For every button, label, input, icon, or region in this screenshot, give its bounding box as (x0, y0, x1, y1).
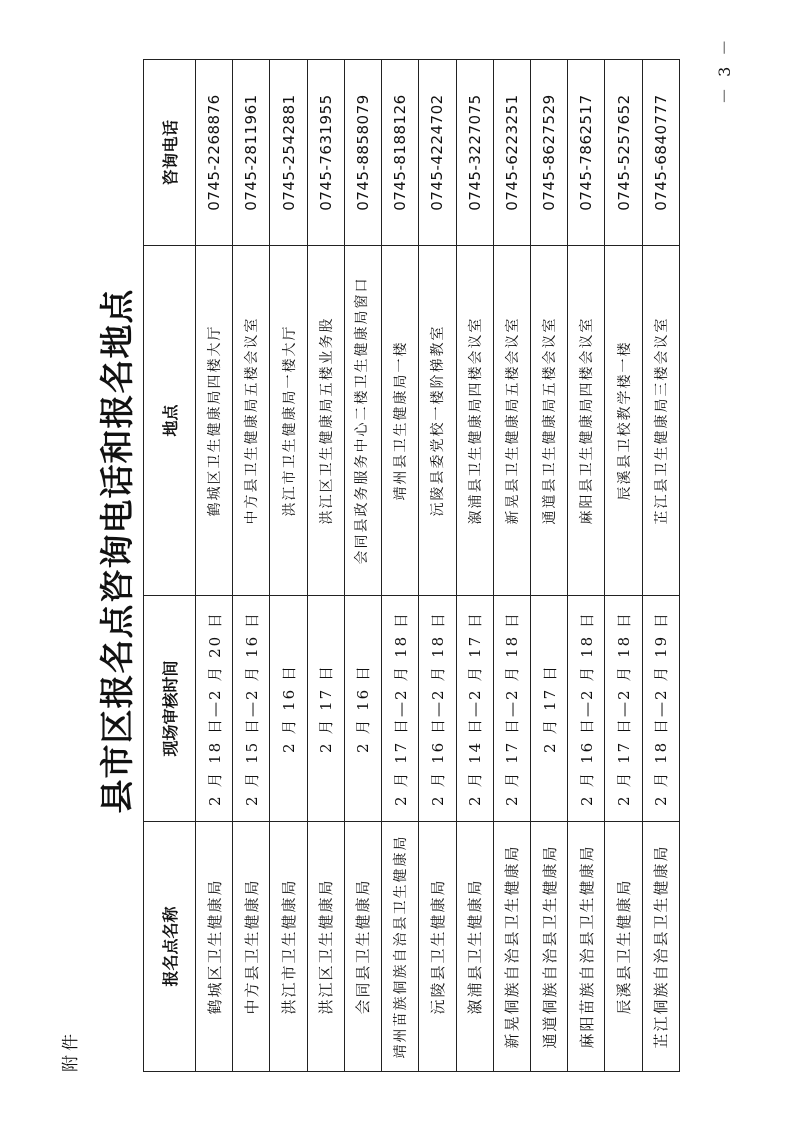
table-row (419, 60, 456, 1072)
table-row (382, 60, 419, 1072)
table-row (233, 60, 270, 1072)
cell-time: 2 月 18 日—2 月 19 日 (642, 596, 679, 822)
table-row (642, 60, 679, 1072)
cell-place: 辰溪县卫校教学楼一楼 (605, 246, 642, 596)
table-row (307, 60, 344, 1072)
cell-time: 2 月 16 日—2 月 18 日 (568, 596, 605, 822)
header-phone: 咨询电话 (144, 60, 196, 246)
table-row (493, 60, 530, 1072)
cell-place: 鹤城区卫生健康局四楼大厅 (196, 246, 233, 596)
cell-name: 洪江市卫生健康局 (270, 822, 307, 1072)
cell-place: 洪江市卫生健康局一楼大厅 (270, 246, 307, 596)
cell-phone: 0745-2268876 (196, 60, 233, 246)
cell-place: 洪江区卫生健康局五楼业务股 (307, 246, 344, 596)
document-title: 县市区报名点咨询电话和报名地点 (98, 288, 138, 814)
table-body (196, 60, 680, 1072)
cell-name: 洪江区卫生健康局 (307, 822, 344, 1072)
header-name: 报名点名称 (144, 822, 196, 1072)
cell-name: 靖州苗族侗族自治县卫生健康局 (382, 822, 419, 1072)
page-number: － 3 － (715, 36, 734, 104)
cell-phone: 0745-2811961 (233, 60, 270, 246)
cell-time: 2 月 16 日—2 月 18 日 (419, 596, 456, 822)
cell-name: 会同县卫生健康局 (344, 822, 381, 1072)
cell-phone: 0745-6223251 (493, 60, 530, 246)
cell-name: 新晃侗族自治县卫生健康局 (493, 822, 530, 1072)
cell-phone: 0745-8627529 (530, 60, 567, 246)
cell-phone: 0745-5257652 (605, 60, 642, 246)
cell-name: 中方县卫生健康局 (233, 822, 270, 1072)
header-time: 现场审核时间 (144, 596, 196, 822)
table-row (344, 60, 381, 1072)
cell-place: 靖州县卫生健康局一楼 (382, 246, 419, 596)
cell-time: 2 月 18 日—2 月 20 日 (196, 596, 233, 822)
table-row (270, 60, 307, 1072)
cell-name: 麻阳苗族自治县卫生健康局 (568, 822, 605, 1072)
cell-name: 芷江侗族自治县卫生健康局 (642, 822, 679, 1072)
cell-time: 2 月 17 日—2 月 18 日 (605, 596, 642, 822)
cell-name: 辰溪县卫生健康局 (605, 822, 642, 1072)
attachment-label: 附件 (61, 1030, 81, 1072)
cell-time: 2 月 17 日 (530, 596, 567, 822)
cell-time: 2 月 14 日—2 月 17 日 (456, 596, 493, 822)
cell-phone: 0745-4224702 (419, 60, 456, 246)
cell-time: 2 月 16 日 (270, 596, 307, 822)
table-header-row (144, 60, 196, 1072)
cell-phone: 0745-8858079 (344, 60, 381, 246)
cell-phone: 0745-7631955 (307, 60, 344, 246)
cell-phone: 0745-2542881 (270, 60, 307, 246)
cell-phone: 0745-3227075 (456, 60, 493, 246)
cell-phone: 0745-8188126 (382, 60, 419, 246)
cell-name: 通道侗族自治县卫生健康局 (530, 822, 567, 1072)
registration-table (143, 59, 680, 1072)
cell-phone: 0745-6840777 (642, 60, 679, 246)
cell-name: 鹤城区卫生健康局 (196, 822, 233, 1072)
table-row (568, 60, 605, 1072)
table-row (530, 60, 567, 1072)
cell-place: 溆浦县卫生健康局四楼会议室 (456, 246, 493, 596)
cell-place: 芷江县卫生健康局三楼会议室 (642, 246, 679, 596)
cell-place: 会同县政务服务中心二楼卫生健康局窗口 (344, 246, 381, 596)
cell-time: 2 月 17 日—2 月 18 日 (382, 596, 419, 822)
table-row (456, 60, 493, 1072)
cell-place: 麻阳县卫生健康局四楼会议室 (568, 246, 605, 596)
table-row (196, 60, 233, 1072)
cell-time: 2 月 17 日—2 月 18 日 (493, 596, 530, 822)
cell-place: 通道县卫生健康局五楼会议室 (530, 246, 567, 596)
cell-name: 溆浦县卫生健康局 (456, 822, 493, 1072)
cell-place: 沅陵县委党校一楼阶梯教室 (419, 246, 456, 596)
header-place: 地点 (144, 246, 196, 596)
cell-place: 中方县卫生健康局五楼会议室 (233, 246, 270, 596)
cell-phone: 0745-7862517 (568, 60, 605, 246)
table-row (605, 60, 642, 1072)
cell-time: 2 月 16 日 (344, 596, 381, 822)
cell-time: 2 月 17 日 (307, 596, 344, 822)
cell-name: 沅陵县卫生健康局 (419, 822, 456, 1072)
cell-place: 新晃县卫生健康局五楼会议室 (493, 246, 530, 596)
cell-time: 2 月 15 日—2 月 16 日 (233, 596, 270, 822)
